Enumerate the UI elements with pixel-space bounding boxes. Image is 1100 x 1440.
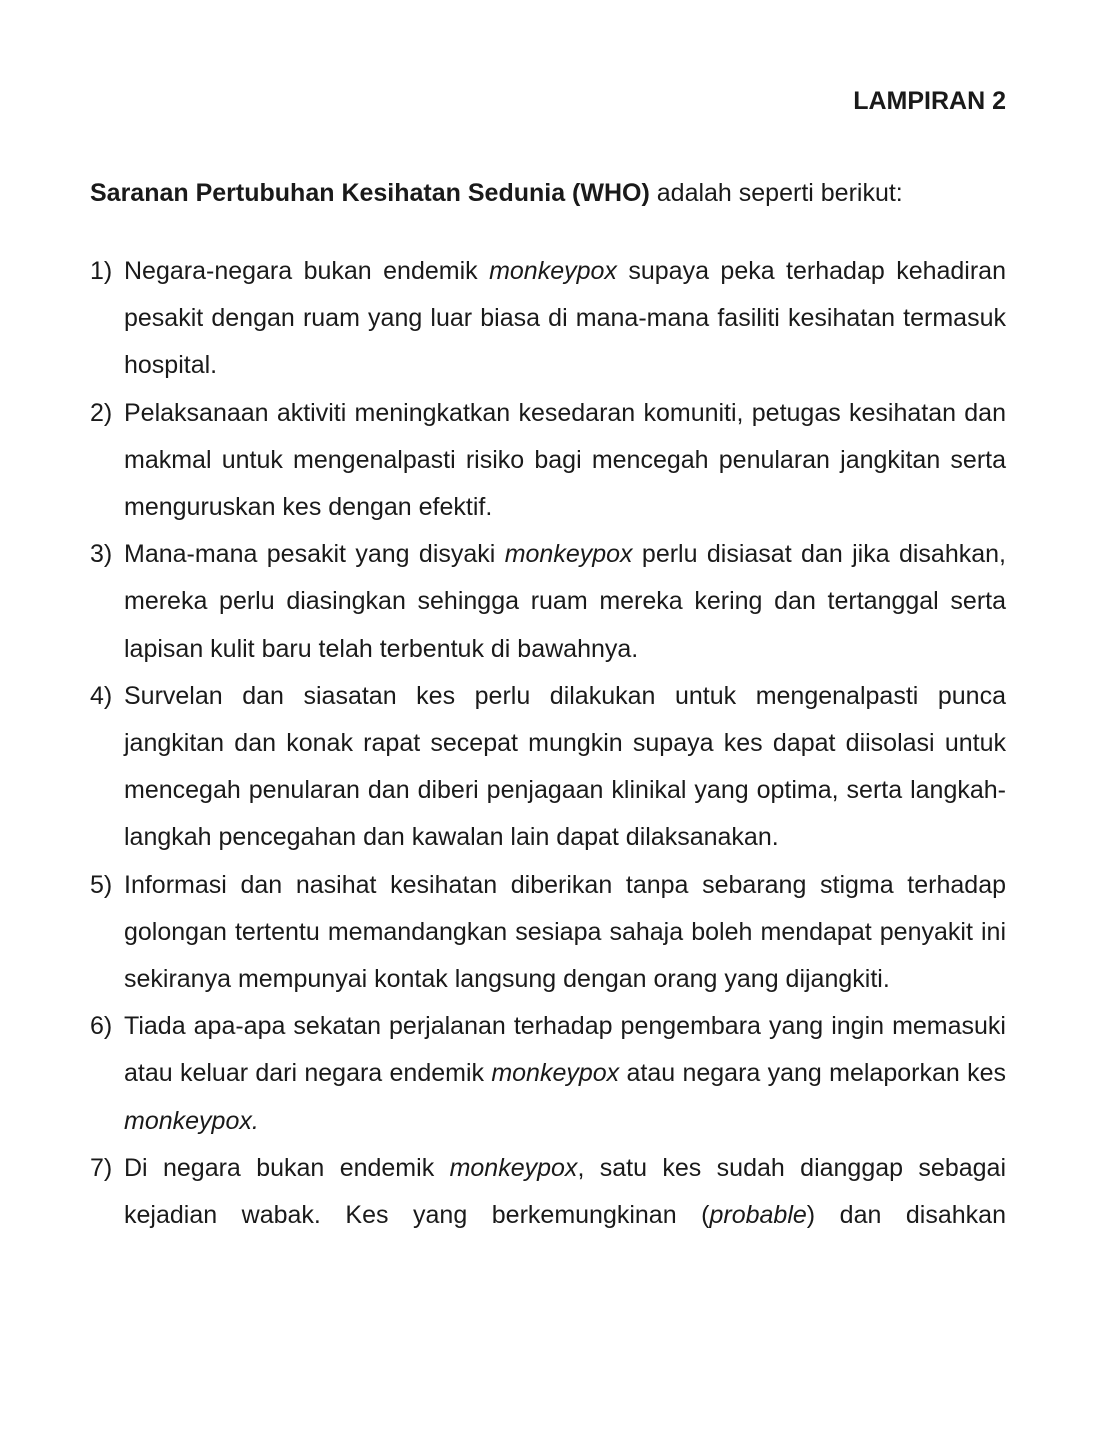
item-text xyxy=(124,673,1006,862)
italic-term: probable xyxy=(709,1201,807,1230)
recommendation-list xyxy=(90,248,1006,1239)
text-run: Negara-negara bukan endemik xyxy=(124,257,490,285)
recommendation-item xyxy=(90,673,1006,862)
text-run: , satu kes sudah dianggap sebagai kejadian wabak. Kes yang berkemungkinan ( xyxy=(124,1153,1006,1230)
text-run: Di negara bukan endemik xyxy=(124,1153,450,1182)
recommendation-item xyxy=(90,390,1006,532)
item-number: 2) xyxy=(90,398,113,427)
recommendation-item xyxy=(90,862,1006,1004)
recommendation-item xyxy=(90,1145,1006,1239)
italic-term: monkeypox xyxy=(491,1059,620,1088)
italic-term: monkeypox xyxy=(449,1153,578,1182)
italic-term: monkeypox. xyxy=(124,1106,259,1135)
recommendation-item xyxy=(90,1003,1006,1145)
item-number: 3) xyxy=(90,540,113,569)
item-text xyxy=(124,248,1006,390)
text-run: Informasi dan nasihat kesihatan diberikan tanpa sebarang stigma terhadap golongan tertentu memandangkan sesiapa sahaja boleh mendapat penyakit ini sekiranya mempunyai kontak langsung dengan orang yang dijangkiti. xyxy=(124,870,1006,994)
text-run: Tiada apa-apa sekatan perjalanan terhadap pengembara yang ingin memasuki atau keluar dari negara endemik xyxy=(124,1012,1006,1088)
intro-rest: adalah seperti berikut: xyxy=(649,179,903,207)
item-number: 1) xyxy=(90,257,113,285)
appendix-label: LAMPIRAN 2 xyxy=(853,87,1006,115)
intro-bold-subject: Saranan Pertubuhan Kesihatan Sedunia (WHO) xyxy=(90,179,650,207)
italic-term: monkeypox xyxy=(489,257,617,285)
text-run: supaya peka terhadap kehadiran pesakit dengan ruam yang luar biasa di mana-mana fasiliti kesihatan termasuk hospital. xyxy=(124,257,1006,380)
item-text xyxy=(124,531,1006,673)
item-text xyxy=(124,862,1006,1004)
recommendation-item xyxy=(90,248,1006,390)
item-number: 5) xyxy=(90,870,113,899)
text-run: ) dan disahkan xyxy=(806,1201,1006,1230)
text-run: perlu disiasat dan jika disahkan, mereka perlu diasingkan sehingga ruam mereka kering dan tertanggal serta lapisan kulit baru telah terbentuk di bawahnya. xyxy=(124,540,1006,663)
text-run: Survelan dan siasatan kes perlu dilakukan untuk mengenalpasti punca jangkitan dan konak rapat secepat mungkin supaya kes dapat diisolasi untuk mencegah penularan dan diberi penjagaan klinikal yang optima, serta langkah-langkah pencegahan dan kawalan lain dapat dilaksanakan. xyxy=(124,681,1006,852)
italic-term: monkeypox xyxy=(504,540,633,569)
text-run: Mana-mana pesakit yang disyaki xyxy=(124,540,505,569)
item-text xyxy=(124,390,1006,532)
item-number: 7) xyxy=(90,1153,113,1182)
recommendation-item xyxy=(90,531,1006,673)
intro-sentence xyxy=(90,178,903,208)
item-text xyxy=(124,1145,1006,1239)
item-number: 4) xyxy=(90,681,113,710)
text-run: Pelaksanaan aktiviti meningkatkan kesedaran komuniti, petugas kesihatan dan makmal untuk mengenalpasti risiko bagi mencegah penularan jangkitan serta menguruskan kes dengan efektif. xyxy=(124,398,1006,522)
text-run: atau negara yang melaporkan kes xyxy=(619,1059,1006,1088)
item-number: 6) xyxy=(90,1012,113,1041)
item-text xyxy=(124,1003,1006,1145)
